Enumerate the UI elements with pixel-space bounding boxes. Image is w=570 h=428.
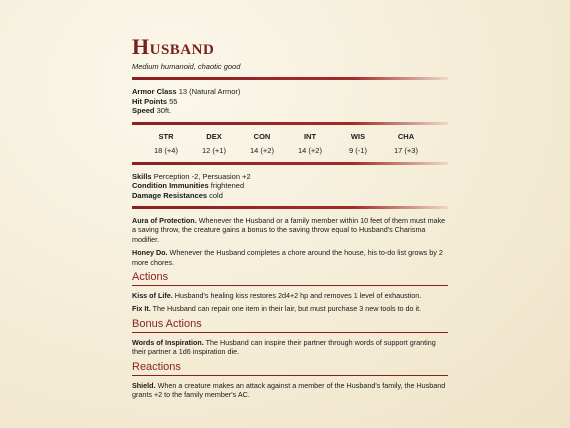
hit-points: Hit Points 55 <box>132 96 178 106</box>
creature-type: Medium humanoid, chaotic good <box>132 62 241 71</box>
speed: Speed 30ft. <box>132 106 172 115</box>
ability-str: STR 18 (+4) <box>154 131 178 155</box>
section-divider <box>132 375 448 376</box>
armor-class: Armor Class 13 (Natural Armor) <box>132 87 241 96</box>
condition-immunities: Condition Immunities frightened <box>132 181 245 190</box>
action: Fix It. The Husband can repair one item in their lair, but must purchase 3 new tools to do it. <box>132 304 422 314</box>
ability-int: INT 14 (+2) <box>298 131 322 155</box>
ability-wis: WIS 9 (-1) <box>349 131 367 155</box>
section-divider <box>132 285 448 286</box>
damage-resistances: Damage Resistances cold <box>132 190 223 200</box>
ability-scores <box>142 132 448 156</box>
actions-heading: Actions <box>132 271 169 284</box>
bonus-action: Words of Inspiration. The Husband can inspire their partner through words of support granting their partner a 1d6 inspiration die. <box>132 337 436 357</box>
action: Kiss of Life. Husband's healing kiss restores 2d4+2 hp and removes 1 level of exhaustion. <box>132 291 422 301</box>
section-divider <box>132 332 448 333</box>
divider <box>132 162 448 165</box>
stat-block <box>132 36 448 403</box>
divider <box>132 122 448 125</box>
skills: Skills Perception -2, Persuasion +2 <box>132 171 251 181</box>
divider <box>132 206 448 209</box>
ability-cha: CHA 17 (+3) <box>394 131 418 155</box>
reaction: Shield. When a creature makes an attack against a member of the Husband's family, the Husband grants +2 to the family member's AC. <box>132 380 446 400</box>
divider <box>132 77 448 80</box>
trait: Aura of Protection. Whenever the Husband or a family member within 10 feet of them must make a saving throw, the creature gains a bonus to the saving throw equal to Husband's Charisma modifier. <box>132 216 446 244</box>
reactions-heading: Reactions <box>132 360 181 373</box>
ability-dex: DEX 12 (+1) <box>202 131 226 155</box>
bonus-actions-heading: Bonus Actions <box>132 317 202 330</box>
trait: Honey Do. Whenever the Husband completes a chore around the house, his to-do list grows by 2 more chores. <box>132 248 443 267</box>
creature-name: Husband <box>132 34 215 59</box>
ability-con: CON 14 (+2) <box>250 131 274 155</box>
